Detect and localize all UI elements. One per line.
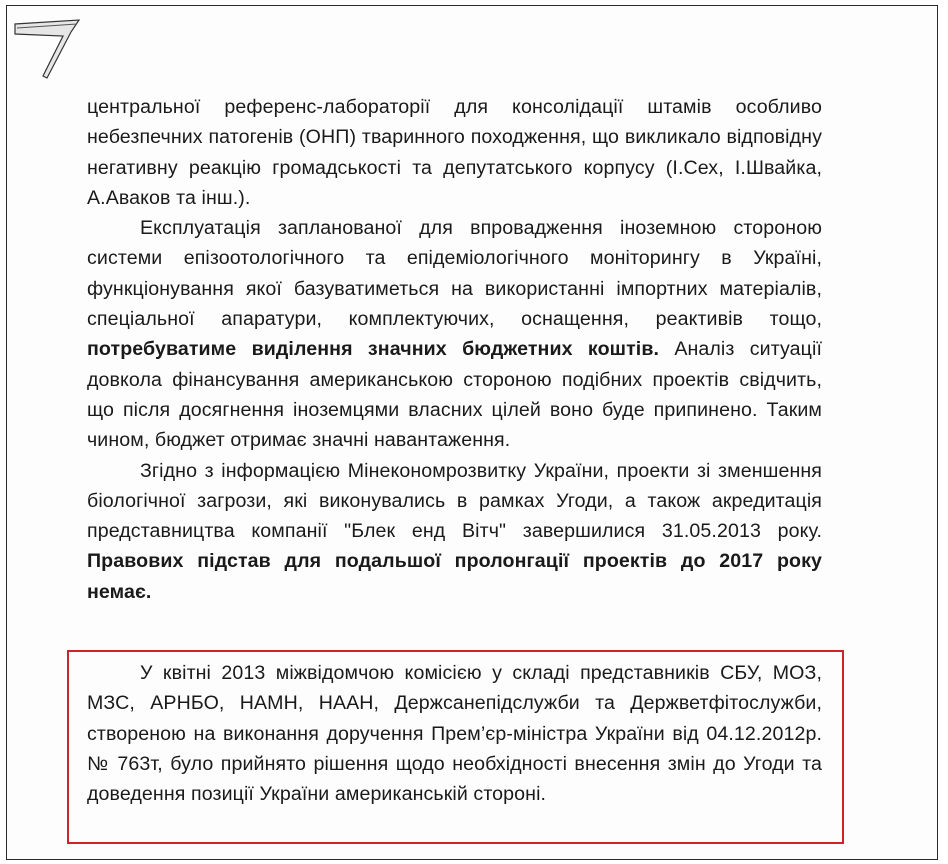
document-body: [87, 92, 822, 607]
corner-fold-mark: [7, 6, 97, 86]
text-segment: Експлуатація запланованої для впровадження іноземною стороною системи епізоотологічного та епідеміологічного моніторингу в Україні, функціонування якої базуватиметься на використанні імпортних матеріалів, спеціальної апаратури, комплектуючих, оснащення, реактивів тощо,: [87, 217, 822, 331]
document-page: [6, 5, 938, 860]
paragraph-p3: [87, 456, 822, 607]
text-segment: Згідно з інформацією Мінекономрозвитку України, проекти зі зменшення біологічної загрози, які виконувались в рамках Угоди, а також акредитація представництва компанії "Блек енд Вітч" завершилися 31.05.2013 року.: [87, 459, 822, 543]
highlighted-block: [87, 658, 822, 809]
paragraph-p4: [87, 658, 822, 809]
bold-text-segment: Правових підстав для подальшої пролонгації проектів до 2017 року немає.: [87, 550, 822, 603]
text-segment: Аналіз ситуації довкола фінансування американською стороною подібних проектів свідчить, що після досягнення іноземцями власних цілей воно буде припинено. Таким чином, бюджет отримає значні навантаження.: [87, 338, 822, 452]
text-segment: У квітні 2013 міжвідомчою комісією у складі представників СБУ, МОЗ, МЗС, АРНБО, НАМН, НААН, Держсанепідслужби та Держветфітослужби, створеною на виконання доручення Прем’єр-міністра України від 04.12.2012р. № 763т, було прийнято рішення щодо необхідності внесення змін до Угоди та доведення позиції України американській стороні.: [87, 662, 822, 806]
bold-text-segment: потребуватиме виділення значних бюджетних коштів.: [87, 338, 660, 361]
paragraph-p1: [87, 92, 822, 213]
text-segment: центральної референс-лабораторії для консолідації штамів особливо небезпечних патогенів (ОНП) тваринного походження, що викликало відповідну негативну реакцію громадськості та депутатського корпусу (І.Сех, І.Швайка, А.Аваков та інш.).: [87, 96, 822, 209]
paragraph-p2: [87, 213, 822, 455]
